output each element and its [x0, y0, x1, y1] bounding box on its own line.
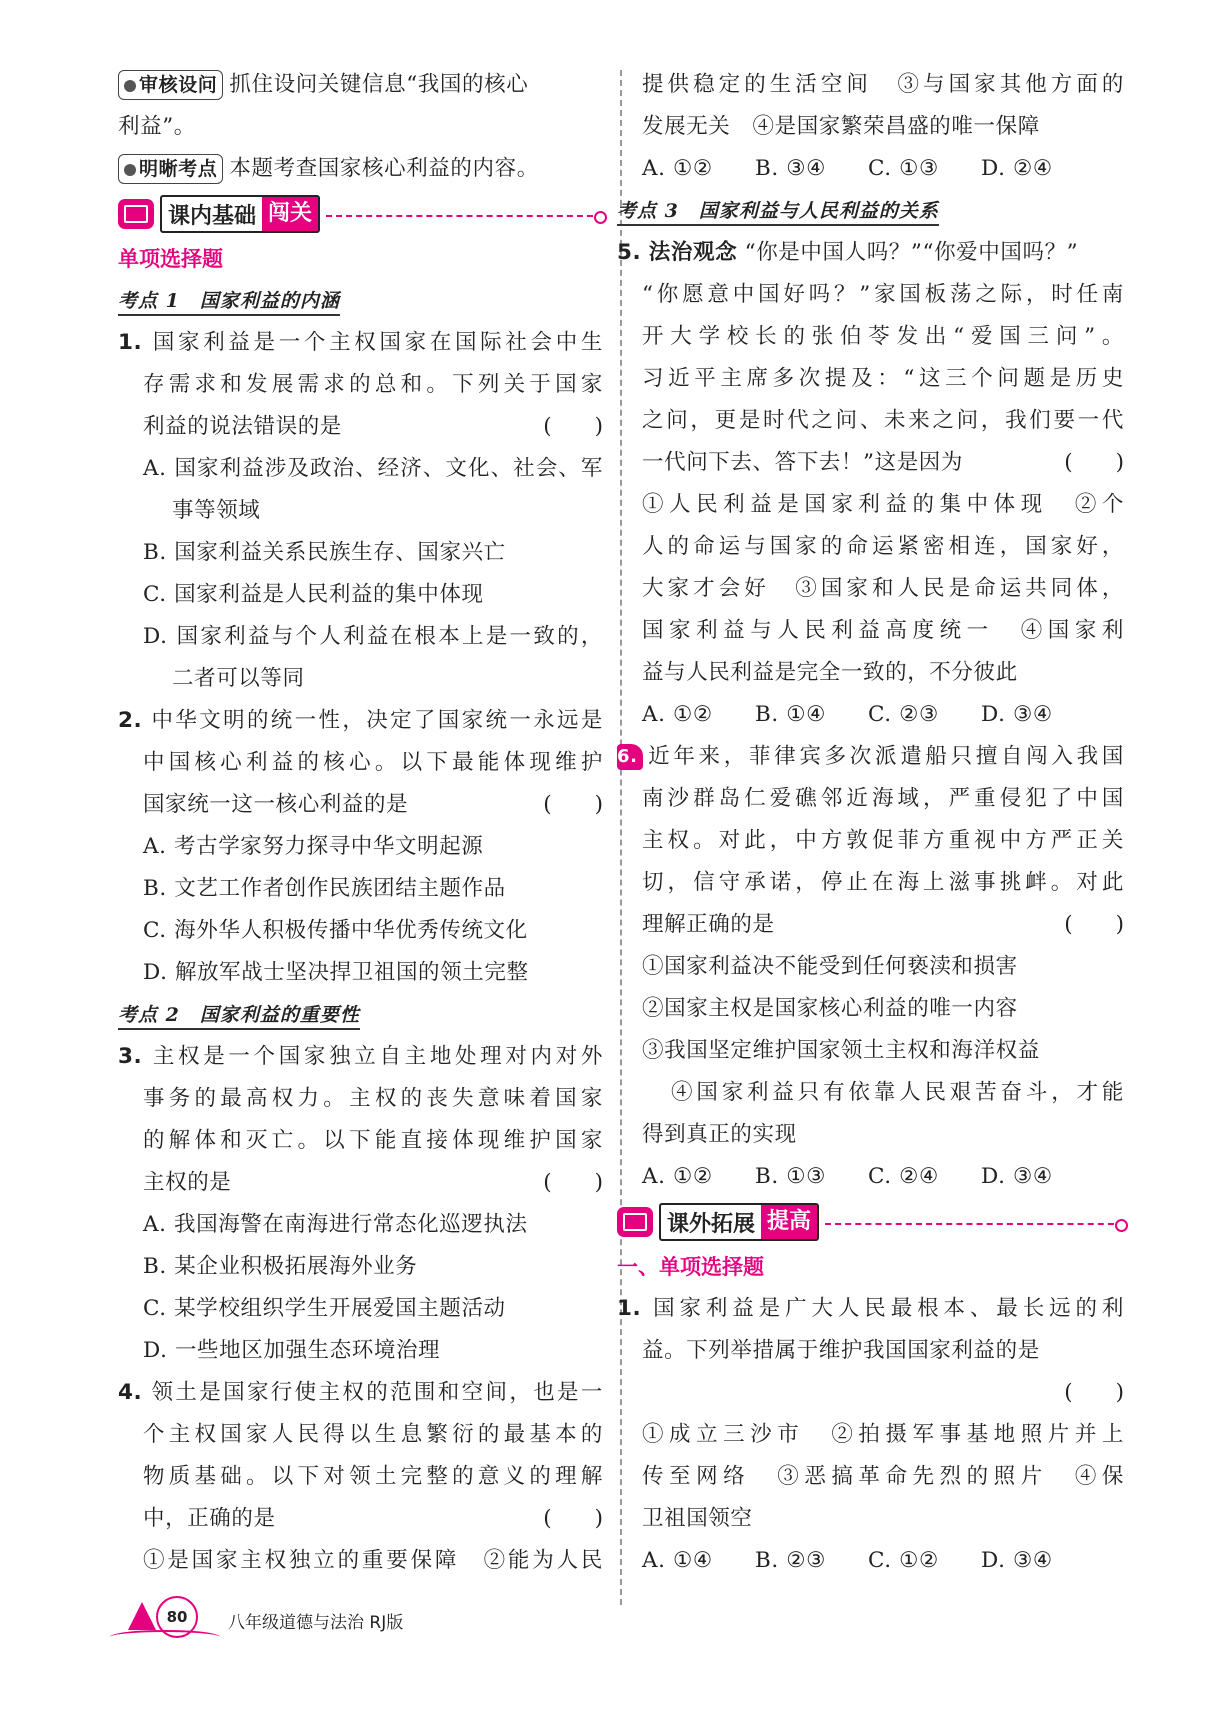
option-c[interactable]: C. 国家利益是人民利益的集中体现 — [143, 582, 484, 607]
option-a[interactable]: A. 考古学家努力探寻中华文明起源 — [143, 834, 484, 859]
option-d[interactable]: D. 国家利益与个人利益在根本上是一致的， — [143, 624, 603, 649]
option-a[interactable]: A. ①② — [642, 1164, 713, 1189]
review-hint: 审核设问 抓住设问关键信息“我国的核心 — [118, 64, 603, 106]
option-b[interactable]: B. ②③ — [755, 1548, 827, 1573]
q4-options — [642, 148, 1124, 190]
option-d[interactable]: D. ③④ — [981, 702, 1053, 727]
option-a[interactable]: A. ①② — [642, 156, 713, 181]
answer-blank[interactable]: ( ) — [1064, 1380, 1124, 1405]
option-c[interactable]: C. ②③ — [868, 702, 939, 727]
question-6: 6. 近年来，菲律宾多次派遣船只擅自闯入我国 南沙群岛仁爱礁邻近海域，严重侵犯了中国 主权。对此，中方敦促菲方重视中方严正关 切，信守承诺，停止在海上滋事挑衅。对此 理解正确的是 ( ) ①国家利益决不能受到任何亵渎和损害 ②国家主权是国家核心利益的唯一内容 ③我国坚定维护国家领土主权和海洋权益 ④国家利益只有依靠人民艰苦奋斗，才能 得到真正的实现 A. ①② B. ①③ C. ②④ D. ③④ — [617, 736, 1124, 1198]
subhead: 单项选择题 — [118, 247, 223, 271]
book-icon — [118, 199, 154, 229]
option-d[interactable]: D. 解放军战士坚决捍卫祖国的领土完整 — [143, 960, 529, 985]
left-column — [118, 64, 603, 1582]
answer-blank[interactable]: ( ) — [543, 792, 603, 817]
e1-options — [617, 1540, 1124, 1582]
section-badge: 提高 — [761, 1205, 817, 1239]
section-header-basic — [118, 190, 603, 238]
q5-options — [617, 694, 1124, 736]
clarify-hint: 明晰考点 本题考查国家核心利益的内容。 — [118, 148, 603, 190]
option-a[interactable]: A. ①④ — [642, 1548, 713, 1573]
option-b[interactable]: B. 某企业积极拓展海外业务 — [143, 1254, 418, 1279]
book-icon — [617, 1207, 653, 1237]
section-title: 课内基础 — [162, 199, 262, 230]
option-d[interactable]: D. 一些地区加强生态环境治理 — [143, 1338, 441, 1363]
option-c[interactable]: C. ①② — [868, 1548, 939, 1573]
extend-question-1: 1. 国家利益是广大人民最根本、最长远的利 益。下列举措属于维护我国国家利益的是 ( ) ①成立三沙市 ②拍摄军事基地照片并上 传至网络 ③恶搞革命先烈的照片 ④保 卫祖国领空 A. ①④ B. ②③ C. ①② D. ③④ — [617, 1288, 1124, 1582]
option-b[interactable]: B. 文艺工作者创作民族团结主题作品 — [143, 876, 506, 901]
q5-tag: 法治观念 — [648, 240, 738, 265]
option-a[interactable]: A. 我国海警在南海进行常态化巡逻执法 — [143, 1212, 528, 1237]
option-c[interactable]: C. ②④ — [868, 1164, 939, 1189]
section-title: 课外拓展 — [661, 1207, 761, 1238]
kaodian-3: 考点 3 国家利益与人民利益的关系 — [617, 190, 1124, 232]
answer-blank[interactable]: ( ) — [1064, 912, 1124, 937]
sailboat-icon — [128, 1602, 156, 1630]
q4-continued: 发展无关 ④是国家繁荣昌盛的唯一保障 — [642, 114, 1040, 139]
option-c[interactable]: C. 海外华人积极传播中华优秀传统文化 — [143, 918, 528, 943]
option-a[interactable]: A. 国家利益涉及政治、经济、文化、社会、军 — [143, 456, 603, 481]
question-1: 1. 国家利益是一个主权国家在国际社会中生 存需求和发展需求的总和。下列关于国家 利益的说法错误的是 ( ) A. 国家利益涉及政治、经济、文化、社会、军 事等领域 B. 国家利益关系民族生存、国家兴亡 C. 国家利益是人民利益的集中体现 D. 国家利益与个人利益在根本上是一致的， 二者可以等同 — [118, 330, 603, 691]
page-footer — [110, 1596, 510, 1656]
question-2: 2. 中华文明的统一性，决定了国家统一永远是 中国核心利益的核心。以下最能体现维护 国家统一这一核心利益的是 ( ) A. 考古学家努力探寻中华文明起源 B. 文艺工作者创作民族团结主题作品 C. 海外华人积极传播中华优秀传统文化 D. 解放军战士坚决捍卫祖国的领土完整 — [118, 700, 603, 994]
bullet-icon — [124, 164, 136, 176]
section-badge: 闯关 — [262, 197, 318, 231]
answer-blank[interactable]: ( ) — [543, 1506, 603, 1531]
option-a[interactable]: A. ①② — [642, 702, 713, 727]
option-b[interactable]: B. ①④ — [755, 702, 827, 727]
book-title: 八年级道德与法治 RJ版 — [228, 1613, 404, 1633]
q4-continued: 提供稳定的生活空间 ③与国家其他方面的 — [642, 72, 1124, 97]
section-header-extend — [617, 1198, 1124, 1246]
review-hint-cont: 利益”。 — [118, 114, 196, 139]
option-b[interactable]: B. ③④ — [755, 156, 827, 181]
bullet-icon — [124, 80, 136, 92]
option-c[interactable]: C. 某学校组织学生开展爱国主题活动 — [143, 1296, 506, 1321]
option-b[interactable]: B. 国家利益关系民族生存、国家兴亡 — [143, 540, 506, 565]
kaodian-1: 考点 1 国家利益的内涵 — [118, 280, 603, 322]
right-column — [617, 64, 1125, 1582]
clarify-tag: 明晰考点 — [118, 154, 223, 184]
question-5: 5. 法治观念 “你是中国人吗？”“你爱中国吗？” “你愿意中国好吗？”家国板荡之际，时任南 开大学校长的张伯苓发出“爱国三问”。 习近平主席多次提及：“这三个问题是历史 之问，更是时代之问、未来之问，我们要一代 一代问下去、答下去！”这是因为 ( ) ①人民利益是国家利益的集中体现 ②个 人的命运与国家的命运紧密相连，国家好， 大家才会好 ③国家和人民是命运共同体， 国家利益与人民利益高度统一 ④国家利 益与人民利益是完全一致的，不分彼此 A. ①② B. ①④ C. ②③ D. ③④ — [617, 232, 1124, 736]
q6-badge: 6. — [617, 744, 643, 770]
review-tag: 审核设问 — [118, 70, 223, 100]
subhead: 一、单项选择题 — [617, 1255, 764, 1279]
question-3: 3. 主权是一个国家独立自主地处理对内对外 事务的最高权力。主权的丧失意味着国家 的解体和灭亡。以下能直接体现维护国家 主权的是 ( ) A. 我国海警在南海进行常态化巡逻执法 B. 某企业积极拓展海外业务 C. 某学校组织学生开展爱国主题活动 D. 一些地区加强生态环境治理 — [118, 1036, 603, 1372]
option-d[interactable]: D. ③④ — [981, 1164, 1053, 1189]
option-d[interactable]: D. ③④ — [981, 1548, 1053, 1573]
answer-blank[interactable]: ( ) — [543, 1170, 603, 1195]
answer-blank[interactable]: ( ) — [1064, 450, 1124, 475]
option-c[interactable]: C. ①③ — [868, 156, 939, 181]
kaodian-2: 考点 2 国家利益的重要性 — [118, 994, 603, 1036]
option-b[interactable]: B. ①③ — [755, 1164, 827, 1189]
q6-options — [617, 1156, 1124, 1198]
option-d[interactable]: D. ②④ — [981, 156, 1053, 181]
question-4: 4. 领土是国家行使主权的范围和空间，也是一 个主权国家人民得以生息繁衍的最基本的 物质基础。以下对领土完整的意义的理解 中，正确的是 ( ) ①是国家主权独立的重要保障 ②能为人民 — [118, 1380, 604, 1573]
answer-blank[interactable]: ( ) — [543, 414, 603, 439]
page-number: 80 — [156, 1596, 198, 1638]
